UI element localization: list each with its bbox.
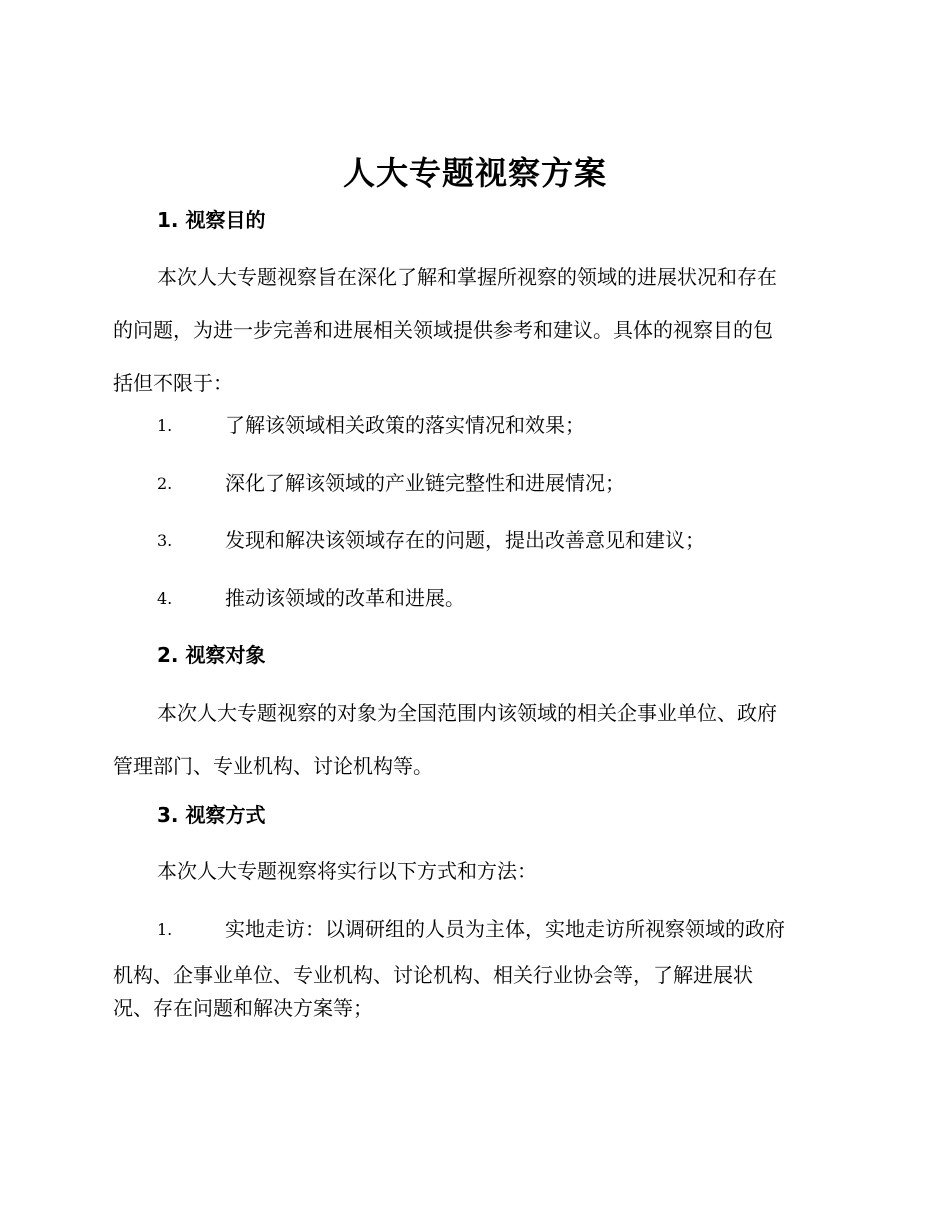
purpose-list-item — [157, 411, 585, 440]
paragraph-line: 本次人大专题视察将实行以下方式和方法： — [157, 859, 537, 883]
methods-list-item — [157, 915, 785, 944]
methods-list-item-continuation — [113, 961, 843, 1023]
list-number: 1. — [157, 416, 173, 435]
paragraph-line: 管理部门、专业机构、讨论机构等。 — [113, 754, 433, 778]
list-text: 了解该领域相关政策的落实情况和效果； — [225, 413, 585, 437]
paragraph-line: 本次人大专题视察旨在深化了解和掌握所视察的领域的进展状况和存在 — [157, 265, 777, 289]
purpose-paragraph — [113, 263, 843, 398]
methods-paragraph — [113, 857, 843, 886]
purpose-list-item — [157, 526, 705, 555]
list-number: 1. — [157, 920, 173, 939]
paragraph-line: 况、存在问题和解决方案等； — [113, 996, 373, 1020]
section-heading-methods: 3. 视察方式 — [157, 803, 266, 827]
document-title: 人大专题视察方案 — [342, 154, 607, 192]
list-text: 推动该领域的改革和进展。 — [225, 586, 465, 610]
list-number: 4. — [157, 589, 173, 608]
paragraph-line: 本次人大专题视察的对象为全国范围内该领域的相关企事业单位、政府 — [157, 701, 777, 725]
list-text: 深化了解该领域的产业链完整性和进展情况； — [225, 471, 625, 495]
list-text: 实地走访：以调研组的人员为主体，实地走访所视察领域的政府 — [225, 917, 785, 941]
purpose-list-item — [157, 469, 625, 498]
list-text: 发现和解决该领域存在的问题，提出改善意见和建议； — [225, 528, 705, 552]
section-heading-targets: 2. 视察对象 — [157, 643, 266, 667]
paragraph-line: 机构、企事业单位、专业机构、讨论机构、相关行业协会等，了解进展状 — [113, 963, 753, 987]
purpose-list-item — [157, 584, 465, 613]
list-number: 3. — [157, 531, 173, 550]
section-heading-purpose: 1. 视察目的 — [157, 208, 266, 232]
paragraph-line: 的问题，为进一步完善和进展相关领域提供参考和建议。具体的视察目的包 — [113, 318, 773, 342]
targets-paragraph — [113, 699, 843, 781]
paragraph-line: 括但不限于： — [113, 371, 233, 395]
list-number: 2. — [157, 474, 173, 493]
